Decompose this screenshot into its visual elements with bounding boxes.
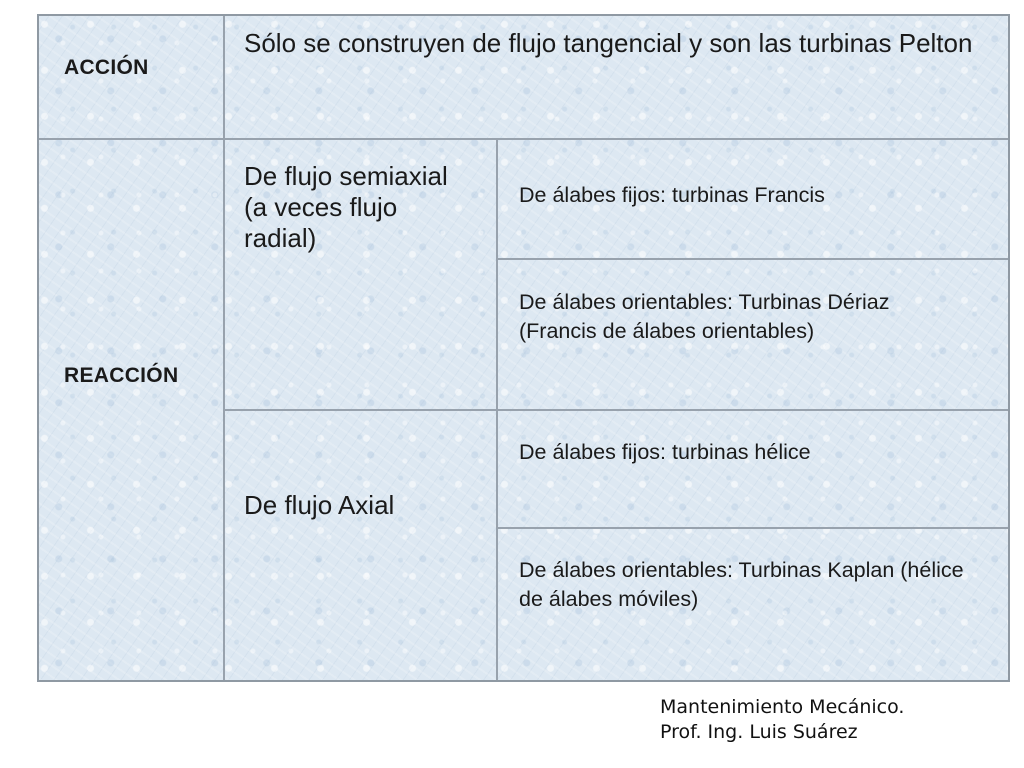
turbine-classification-table (37, 14, 1010, 682)
row-divider-semiaxial-options (497, 258, 1008, 260)
reaccion-label: REACCIÓN (64, 364, 179, 387)
column-divider-label (223, 16, 225, 680)
footer-author: Prof. Ing. Luis Suárez (660, 721, 858, 743)
row-divider-flow-groups (224, 409, 1008, 411)
accion-description: Sólo se construyen de flujo tangencial y son las turbinas Pelton (244, 28, 973, 58)
accion-label: ACCIÓN (64, 56, 149, 79)
option-francis: De álabes fijos: turbinas Francis (519, 183, 825, 207)
row-divider-axial-options (497, 527, 1008, 529)
option-deriaz: De álabes orientables: Turbinas Dériaz (Francis de álabes orientables) (519, 290, 890, 343)
footer-course: Mantenimiento Mecánico. (660, 696, 905, 718)
flow-type-semiaxial: De flujo semiaxial (a veces flujo radial) (244, 161, 448, 253)
flow-type-axial: De flujo Axial (244, 490, 395, 520)
option-kaplan: De álabes orientables: Turbinas Kaplan (hélice de álabes móviles) (519, 558, 964, 611)
option-helice: De álabes fijos: turbinas hélice (519, 440, 811, 464)
footer-credit (660, 695, 904, 745)
row-divider-accion-reaccion (39, 138, 1008, 140)
